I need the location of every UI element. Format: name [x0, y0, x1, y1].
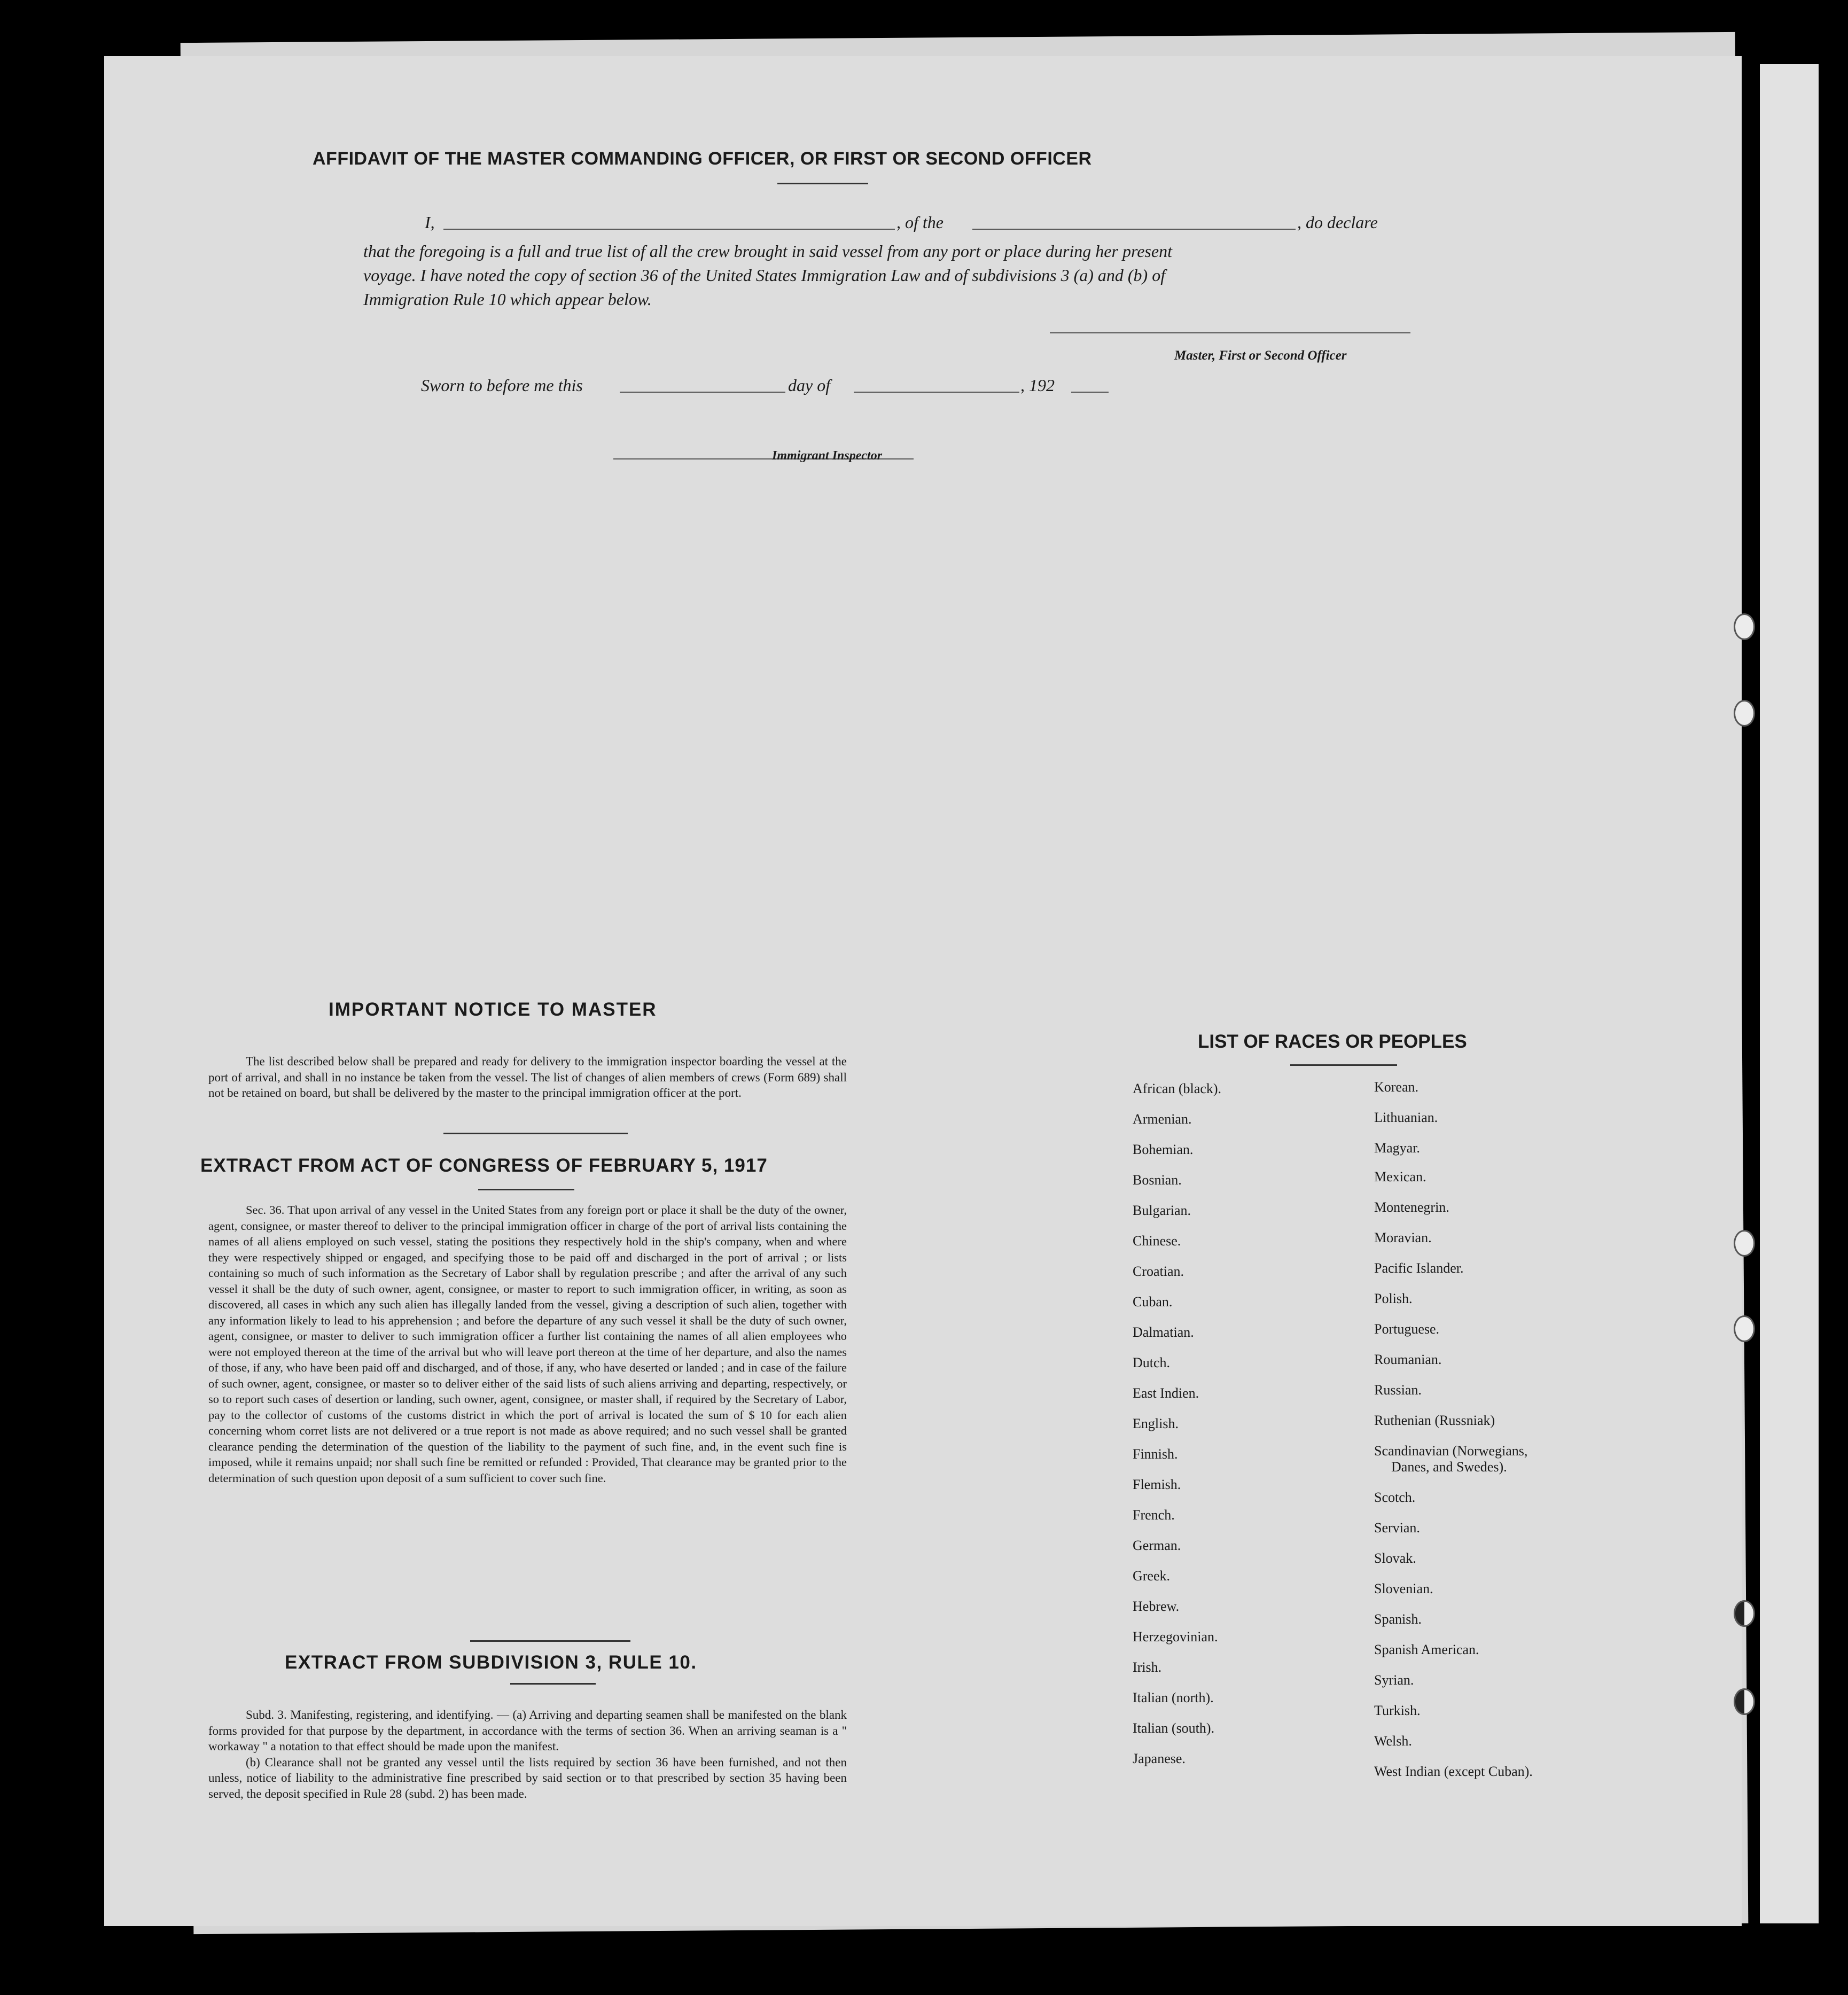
race-item: German.: [1133, 1538, 1181, 1553]
day-blank-line: [620, 392, 785, 393]
race-item: Moravian.: [1374, 1230, 1432, 1245]
race-item: English.: [1133, 1416, 1179, 1431]
race-item: Greek.: [1133, 1568, 1171, 1584]
year-text: , 192: [1020, 376, 1055, 395]
race-item: Japanese.: [1133, 1751, 1186, 1766]
race-item: Herzegovinian.: [1133, 1629, 1218, 1645]
extract-act-title: EXTRACT FROM ACT OF CONGRESS OF FEBRUARY 5, 1917: [200, 1155, 768, 1176]
race-item: Servian.: [1374, 1520, 1420, 1536]
extract-rule-title: EXTRACT FROM SUBDIVISION 3, RULE 10.: [285, 1652, 697, 1673]
race-item: Bosnian.: [1133, 1172, 1182, 1188]
race-item: Polish.: [1374, 1291, 1413, 1306]
race-item: Russian.: [1374, 1382, 1422, 1398]
race-item: Montenegrin.: [1374, 1199, 1449, 1215]
document-page: [104, 56, 1742, 1926]
race-item: Irish.: [1133, 1659, 1162, 1675]
race-item: Ruthenian (Russniak): [1374, 1413, 1495, 1428]
punch-hole: [1734, 613, 1755, 640]
race-item: Turkish.: [1374, 1703, 1421, 1718]
affidavit-do-declare: , do declare: [1297, 213, 1378, 232]
race-item: Slovenian.: [1374, 1581, 1433, 1596]
extract-rule-text: [208, 1707, 847, 1802]
divider: [470, 1640, 630, 1642]
affidavit-line-3: voyage. I have noted the copy of section 36 of the United States Immigration Law and of subdivisions 3 (a) and (b) of: [363, 266, 1166, 285]
master-label: Master, First or Second Officer: [1174, 348, 1347, 363]
race-item: Syrian.: [1374, 1672, 1414, 1688]
affidavit-line-4: Immigration Rule 10 which appear below.: [363, 290, 652, 309]
race-item: Scotch.: [1374, 1490, 1416, 1505]
punch-hole: [1734, 1688, 1755, 1715]
race-item: Dalmatian.: [1133, 1324, 1194, 1340]
master-signature-line: [1050, 332, 1410, 333]
race-item: Mexican.: [1374, 1169, 1426, 1184]
race-item: Bulgarian.: [1133, 1203, 1191, 1218]
name-blank-line: [443, 229, 895, 230]
race-item: African (black).: [1133, 1081, 1222, 1096]
race-item: East Indien.: [1133, 1385, 1199, 1401]
race-item: Chinese.: [1133, 1233, 1181, 1249]
race-item: French.: [1133, 1507, 1175, 1523]
affidavit-title: AFFIDAVIT OF THE MASTER COMMANDING OFFICER, OR FIRST OR SECOND OFFICER: [313, 149, 1092, 169]
race-item: Danes, and Swedes).: [1391, 1459, 1507, 1475]
race-item: Lithuanian.: [1374, 1110, 1438, 1125]
races-title: LIST OF RACES OR PEOPLES: [1198, 1031, 1467, 1052]
month-blank-line: [854, 392, 1019, 393]
extract-act-text: [208, 1202, 847, 1486]
race-item: Korean.: [1374, 1079, 1419, 1095]
race-item: Flemish.: [1133, 1477, 1181, 1492]
race-item: Roumanian.: [1374, 1352, 1442, 1367]
divider: [777, 183, 868, 184]
race-item: West Indian (except Cuban).: [1374, 1764, 1533, 1779]
notice-paragraph: The list described below shall be prepared and ready for delivery to the immigration inspector boarding the vessel at the port of arrival, and shall in no instance be taken from the vessel. The list of changes of alien members of crews (Form 689) shall not be retained on board, but shall be delivered by the master to the principal immigration officer at the port.: [208, 1055, 847, 1100]
race-item: Magyar.: [1374, 1140, 1420, 1156]
year-blank-line: [1071, 392, 1109, 393]
inspector-label: Immigrant Inspector: [772, 449, 883, 463]
page-edge-strip: [1760, 64, 1819, 1923]
punch-hole: [1734, 1230, 1755, 1257]
race-item: Armenian.: [1133, 1111, 1192, 1127]
section-36-paragraph: Sec. 36. That upon arrival of any vessel in the United States from any foreign port or place it shall be the duty of the owner, agent, consignee, or master thereof to deliver to the principal immigration officer in charge of the port of arrival lists containing the names of all aliens employed on such vessel, stating the positions they respectively hold in the ship's company, when and where they were respectively shipped or engaged, and specifying those to be paid off and discharged in the port of arrival ; or lists containing so much of such information as the Secretary of Labor shall by regulation prescribe ; and after the arrival of any such vessel it shall be the duty of such owner, agent, consignee, or master to report to such immigration officer, in writing, as soon as discovered, all cases in which any such alien has illegally landed from the vessel, giving a description of such alien, together with any information likely to lead to his apprehension ; and before the departure of any such vessel it shall be the duty of such owner, agent, consignee, or master to deliver to such immigration officer a further list containing the names of all alien employees who were not employed thereon at the time of the arrival but who will leave port thereon at the time of her departure, and also the names of those, if any, who have been paid off and discharged, and of those, if any, who have deserted or landed ; and in case of the failure of such owner, agent, consignee, or master so to deliver either of the said lists of such aliens arriving and departing, respectively, or so to report such cases of desertion or landing, such owner, agent, consignee, or master shall, if required by the Secretary of Labor, pay to the collector of customs of the customs district in which the port of arrival is located the sum of $ 10 for each alien concerning whom corret lists are not delivered or a true report is not made as above required; and no such vessel shall be granted clearance pending the determination of the question of the liability to the payment of such fine, and, in the event such fine is imposed, while it remains unpaid; nor shall such fine be remitted or refunded : Provided, That clearance may be granted prior to the determination of such question upon deposit of a sum sufficient to cover such fine.: [208, 1203, 847, 1485]
race-item: Spanish.: [1374, 1611, 1422, 1627]
race-item: Pacific Islander.: [1374, 1260, 1464, 1276]
punch-hole: [1734, 700, 1755, 727]
punch-hole: [1734, 1600, 1755, 1627]
punch-hole: [1734, 1315, 1755, 1342]
race-item: Slovak.: [1374, 1550, 1416, 1566]
race-item: Portuguese.: [1374, 1321, 1440, 1337]
affidavit-i: I,: [425, 213, 435, 232]
divider: [1290, 1064, 1397, 1066]
subdivision-a-paragraph: Subd. 3. Manifesting, registering, and identifying. — (a) Arriving and departing seamen shall be manifested on the blank forms provided for that purpose by the department, in accordance with the terms of section 36. When an arriving seaman is a " workaway " a notation to that effect should be made upon the manifest.: [208, 1708, 847, 1753]
race-item: Finnish.: [1133, 1446, 1178, 1462]
race-item: Welsh.: [1374, 1733, 1412, 1749]
race-item: Scandinavian (Norwegians,: [1374, 1443, 1528, 1459]
race-item: Hebrew.: [1133, 1599, 1180, 1614]
race-item: Croatian.: [1133, 1264, 1184, 1279]
affidavit-of-the: , of the: [896, 213, 944, 232]
race-item: Cuban.: [1133, 1294, 1173, 1310]
race-item: Italian (south).: [1133, 1720, 1215, 1736]
notice-text: [208, 1054, 847, 1101]
sworn-text: Sworn to before me this: [421, 376, 583, 395]
affidavit-line-2: that the foregoing is a full and true list of all the crew brought in said vessel from any port or place during her present: [363, 241, 1172, 261]
subdivision-b-paragraph: (b) Clearance shall not be granted any vessel until the lists required by section 36 have been furnished, and not then unless, notice of liability to the administrative fine prescribed by said section or to that prescribed by section 35 having been served, the deposit specified in Rule 28 (subd. 2) has been made.: [208, 1755, 847, 1801]
divider: [510, 1683, 596, 1685]
day-of-text: day of: [788, 376, 831, 395]
notice-title: IMPORTANT NOTICE TO MASTER: [329, 999, 657, 1020]
divider: [478, 1189, 574, 1190]
divider: [443, 1133, 628, 1134]
race-item: Spanish American.: [1374, 1642, 1479, 1657]
race-item: Bohemian.: [1133, 1142, 1194, 1157]
race-item: Dutch.: [1133, 1355, 1171, 1370]
race-item: Italian (north).: [1133, 1690, 1214, 1705]
vessel-blank-line: [972, 229, 1296, 230]
